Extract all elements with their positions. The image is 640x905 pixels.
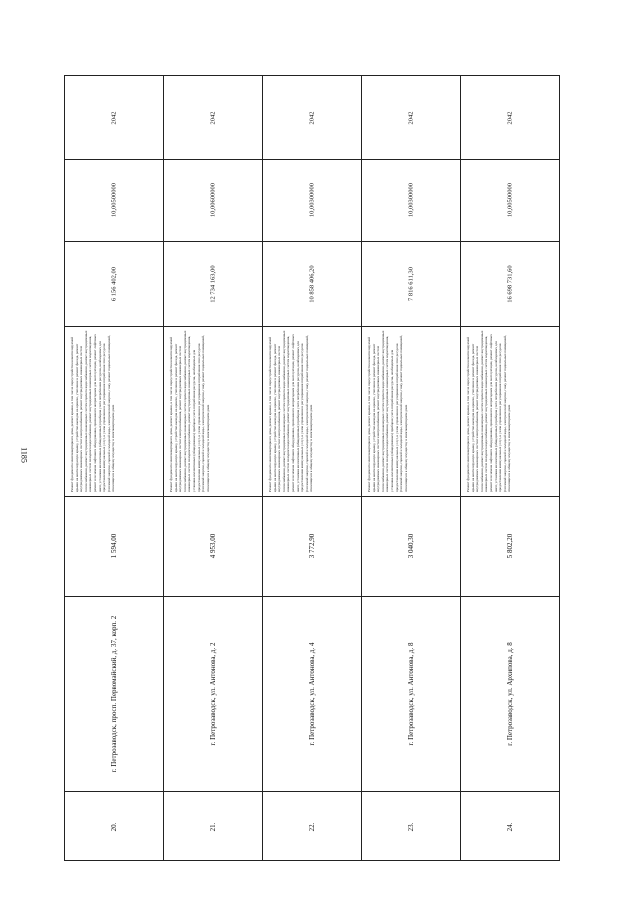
rate: 10,00600000: [209, 182, 217, 218]
table-row: [65, 76, 164, 860]
address-cell: [263, 596, 361, 791]
works-cell: [461, 326, 559, 496]
row-number: 23.: [407, 822, 415, 831]
year-cell: [65, 76, 163, 159]
table-row: [263, 76, 362, 860]
address: г. Петрозаводск, ул. Антонова, д. 2: [209, 642, 217, 745]
works-list: Ремонт фундамента многоквартирного дома, ремонт крыши, в том числе переустройство невентилируемой крыши на вентилируемую крышу, устройство выходов на кровлю, утепление и ремонт фасада, ремонт внутридомовых инженерных систем электроснабжения, ремонт внутридомовых инженерных систем теплоснабжения, ремонт внутридомовых инженерных систем горячего водоснабжения, ремонт внутридомовых инженерных систем холодного водоснабжения, ремонт внутридомовых инженерных систем водоотведения, ремонт или замена лифтового оборудования, признанного непригодным для эксплуатации, ремонт лифтовых шахт, установка коллективных (общедомовых) приборов учета потребления ресурсов, необходимых для предоставления коммунальных услуг, и узлов управления и регулирования потребления этих ресурсов (тепловой энергии, горячей и холодной воды, электрической энергии, газа), ремонт подвальных помещений, относящихся к общему имуществу в многоквартирном доме: [268, 330, 314, 492]
page-number: 1185: [19, 447, 29, 463]
row-number-cell: [65, 791, 163, 862]
works-cell: [263, 326, 361, 496]
works-cell: [164, 326, 262, 496]
address-cell: [362, 596, 460, 791]
row-number: 21.: [209, 822, 217, 831]
cost-cell: [362, 241, 460, 326]
works-list: Ремонт фундамента многоквартирного дома, ремонт крыши, в том числе переустройство невентилируемой крыши на вентилируемую крышу, устройство выходов на кровлю, утепление и ремонт фасада, ремонт внутридомовых инженерных систем электроснабжения, ремонт внутридомовых инженерных систем теплоснабжения, ремонт внутридомовых инженерных систем горячего водоснабжения, ремонт внутридомовых инженерных систем холодного водоснабжения, ремонт внутридомовых инженерных систем водоотведения, ремонт или замена лифтового оборудования, признанного непригодным для эксплуатации, ремонт лифтовых шахт, установка коллективных (общедомовых) приборов учета потребления ресурсов, необходимых для предоставления коммунальных услуг, и узлов управления и регулирования потребления этих ресурсов (тепловой энергии, горячей и холодной воды, электрической энергии, газа), ремонт подвальных помещений, относящихся к общему имуществу в многоквартирном доме: [466, 330, 512, 492]
area: 3 772,90: [308, 533, 316, 559]
cost-cell: [164, 241, 262, 326]
rate: 10,00300000: [308, 182, 316, 218]
rate: 10,00500000: [506, 182, 514, 218]
table-row: [164, 76, 263, 860]
area-cell: [362, 496, 460, 596]
year: 2042: [308, 111, 316, 124]
row-number: 22.: [308, 822, 316, 831]
table-row: [362, 76, 461, 860]
area-cell: [461, 496, 559, 596]
year-cell: [164, 76, 262, 159]
area: 5 802,20: [506, 533, 514, 559]
row-number-cell: [461, 791, 559, 862]
year: 2042: [506, 111, 514, 124]
year: 2042: [110, 111, 118, 124]
rate-cell: [263, 159, 361, 241]
cost: 12 734 163,00: [209, 264, 217, 303]
works-cell: [65, 326, 163, 496]
row-number: 20.: [110, 822, 118, 831]
table-row: [461, 76, 559, 860]
rate-cell: [65, 159, 163, 241]
area-cell: [164, 496, 262, 596]
year-cell: [263, 76, 361, 159]
area-cell: [65, 496, 163, 596]
year: 2042: [407, 111, 415, 124]
rate: 10,00500000: [110, 182, 118, 218]
cost-cell: [263, 241, 361, 326]
rate: 10,00300000: [407, 182, 415, 218]
area-cell: [263, 496, 361, 596]
year-cell: [362, 76, 460, 159]
row-number-cell: [362, 791, 460, 862]
works-cell: [362, 326, 460, 496]
address: г. Петрозаводск, ул. Архипова, д. 8: [506, 641, 514, 746]
address: г. Петрозаводск, просп. Первомайский, д. 37, корп. 2: [110, 615, 118, 772]
address-cell: [164, 596, 262, 791]
rate-cell: [362, 159, 460, 241]
area: 3 040,30: [407, 533, 415, 559]
area: 4 953,00: [209, 533, 217, 559]
cost: 16 698 731,60: [506, 264, 514, 303]
cost-cell: [65, 241, 163, 326]
rate-cell: [164, 159, 262, 241]
address-cell: [65, 596, 163, 791]
cost: 6 156 402,00: [110, 266, 118, 301]
capital-repair-table: [64, 75, 560, 861]
year: 2042: [209, 111, 217, 124]
cost: 7 816 611,30: [407, 266, 415, 301]
year-cell: [461, 76, 559, 159]
area: 1 594,00: [110, 533, 118, 559]
works-list: Ремонт фундамента многоквартирного дома, ремонт крыши, в том числе переустройство невентилируемой крыши на вентилируемую крышу, устройство выходов на кровлю, утепление и ремонт фасада, ремонт внутридомовых инженерных систем электроснабжения, ремонт внутридомовых инженерных систем теплоснабжения, ремонт внутридомовых инженерных систем горячего водоснабжения, ремонт внутридомовых инженерных систем холодного водоснабжения, ремонт внутридомовых инженерных систем водоотведения, ремонт или замена лифтового оборудования, признанного непригодным для эксплуатации, ремонт лифтовых шахт, установка коллективных (общедомовых) приборов учета потребления ресурсов, необходимых для предоставления коммунальных услуг, и узлов управления и регулирования потребления этих ресурсов (тепловой энергии, горячей и холодной воды, электрической энергии, газа), ремонт подвальных помещений, относящихся к общему имуществу в многоквартирном доме: [70, 330, 116, 492]
row-number-cell: [263, 791, 361, 862]
works-list: Ремонт фундамента многоквартирного дома, ремонт крыши, в том числе переустройство невентилируемой крыши на вентилируемую крышу, устройство выходов на кровлю, утепление и ремонт фасада, ремонт внутридомовых инженерных систем электроснабжения, ремонт внутридомовых инженерных систем теплоснабжения, ремонт внутридомовых инженерных систем горячего водоснабжения, ремонт внутридомовых инженерных систем холодного водоснабжения, ремонт внутридомовых инженерных систем водоотведения, установка коллективных (общедомовых) приборов учета потребления ресурсов, необходимых для предоставления коммунальных услуг, и узлов управления и регулирования потребления этих ресурсов (тепловой энергии, горячей и холодной воды, электрической энергии, газа), ремонт подвальных помещений, относящихся к общему имуществу в многоквартирном доме: [169, 330, 210, 492]
works-list: Ремонт фундамента многоквартирного дома, ремонт крыши, в том числе переустройство невентилируемой крыши на вентилируемую крышу, устройство выходов на кровлю, утепление и ремонт фасада, ремонт внутридомовых инженерных систем электроснабжения, ремонт внутридомовых инженерных систем теплоснабжения, ремонт внутридомовых инженерных систем горячего водоснабжения, ремонт внутридомовых инженерных систем холодного водоснабжения, ремонт внутридомовых инженерных систем водоотведения, установка коллективных (общедомовых) приборов учета потребления ресурсов, необходимых для предоставления коммунальных услуг, и узлов управления и регулирования потребления этих ресурсов (тепловой энергии, горячей и холодной воды, электрической энергии, газа), ремонт подвальных помещений, относящихся к общему имуществу в многоквартирном доме: [367, 330, 408, 492]
cost: 10 858 406,20: [308, 264, 316, 303]
cost-cell: [461, 241, 559, 326]
address: г. Петрозаводск, ул. Антонова, д. 4: [308, 642, 316, 745]
rate-cell: [461, 159, 559, 241]
row-number: 24.: [506, 822, 514, 831]
address-cell: [461, 596, 559, 791]
row-number-cell: [164, 791, 262, 862]
address: г. Петрозаводск, ул. Антонова, д. 8: [407, 642, 415, 745]
